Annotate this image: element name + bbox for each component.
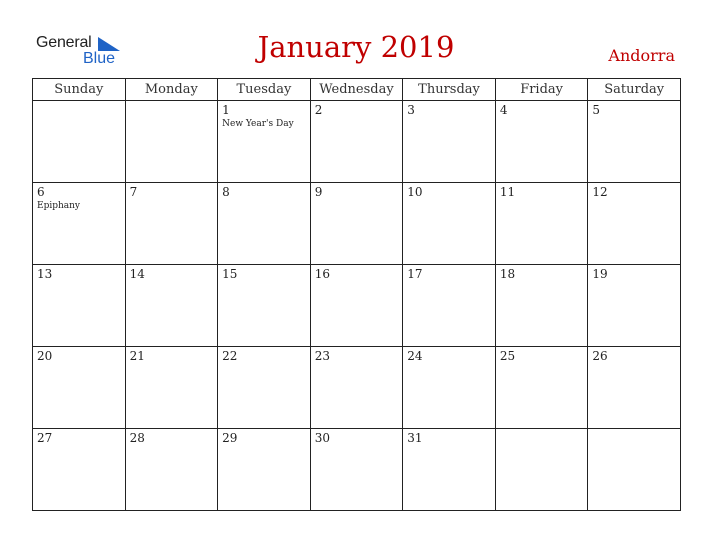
weekday-header: Friday	[495, 79, 588, 101]
day-cell	[125, 429, 218, 511]
day-number: 31	[407, 431, 423, 445]
day-cell	[403, 429, 496, 511]
day-cell	[403, 265, 496, 347]
day-number: 7	[129, 185, 138, 199]
day-number: 17	[407, 267, 423, 281]
weekday-header: Saturday	[588, 79, 681, 101]
day-cell	[125, 101, 218, 183]
day-number: 10	[407, 185, 423, 199]
day-cell	[310, 429, 403, 511]
day-cell	[495, 265, 588, 347]
day-cell	[403, 347, 496, 429]
weekday-header: Wednesday	[310, 79, 403, 101]
day-cell	[33, 347, 126, 429]
day-cell	[125, 265, 218, 347]
day-number: 22	[222, 349, 238, 363]
day-number: 5	[592, 103, 601, 117]
calendar-title: January 2019	[257, 30, 455, 64]
day-number: 24	[407, 349, 423, 363]
day-cell	[495, 101, 588, 183]
day-cell	[33, 183, 126, 265]
day-cell	[403, 183, 496, 265]
week-row	[33, 265, 681, 347]
weekday-header: Monday	[125, 79, 218, 101]
week-row	[33, 429, 681, 511]
day-cell	[403, 101, 496, 183]
week-row	[33, 183, 681, 265]
calendar-grid	[32, 78, 681, 511]
day-cell	[495, 347, 588, 429]
day-number: 2	[314, 103, 323, 117]
day-number: 30	[314, 431, 330, 445]
day-number: 15	[222, 267, 238, 281]
day-cell	[125, 183, 218, 265]
day-number: 13	[37, 267, 53, 281]
week-row	[33, 101, 681, 183]
day-cell	[588, 101, 681, 183]
weekday-header: Thursday	[403, 79, 496, 101]
day-cell	[588, 265, 681, 347]
weekday-header-row	[33, 79, 681, 101]
logo-blue-text: Blue	[83, 50, 116, 67]
day-number: 6	[37, 185, 45, 199]
weekday-header: Tuesday	[218, 79, 311, 101]
day-number: 18	[499, 267, 516, 281]
day-number: 12	[592, 185, 608, 199]
day-number: 8	[222, 185, 230, 199]
day-number: 25	[499, 349, 516, 363]
day-cell	[495, 183, 588, 265]
day-number: 11	[499, 185, 516, 199]
day-cell	[218, 101, 311, 183]
day-number: 28	[129, 431, 145, 445]
day-number: 14	[129, 267, 145, 281]
day-cell	[125, 347, 218, 429]
day-cell	[218, 347, 311, 429]
holiday-label: New Year's Day	[222, 119, 294, 129]
day-number: 19	[592, 267, 608, 281]
day-cell	[218, 265, 311, 347]
day-cell	[310, 183, 403, 265]
day-cell	[588, 347, 681, 429]
day-number: 3	[407, 103, 415, 117]
day-cell	[495, 429, 588, 511]
week-row	[33, 347, 681, 429]
day-cell	[218, 429, 311, 511]
day-number: 27	[37, 431, 53, 445]
day-number: 20	[37, 349, 53, 363]
day-number: 1	[222, 103, 230, 117]
country-name: Andorra	[608, 46, 675, 65]
day-cell	[588, 183, 681, 265]
logo-general-text: General	[36, 34, 92, 51]
day-number: 26	[592, 349, 608, 363]
day-number: 29	[222, 431, 238, 445]
day-cell	[218, 183, 311, 265]
holiday-label: Epiphany	[37, 201, 81, 211]
day-cell	[310, 265, 403, 347]
day-number: 23	[314, 349, 330, 363]
day-cell	[33, 101, 126, 183]
day-number: 9	[314, 185, 323, 199]
weekday-header: Sunday	[33, 79, 126, 101]
day-cell	[588, 429, 681, 511]
day-number: 16	[314, 267, 330, 281]
day-number: 4	[499, 103, 508, 117]
day-cell	[33, 429, 126, 511]
day-cell	[310, 101, 403, 183]
day-cell	[33, 265, 126, 347]
day-cell	[310, 347, 403, 429]
day-number: 21	[129, 349, 145, 363]
